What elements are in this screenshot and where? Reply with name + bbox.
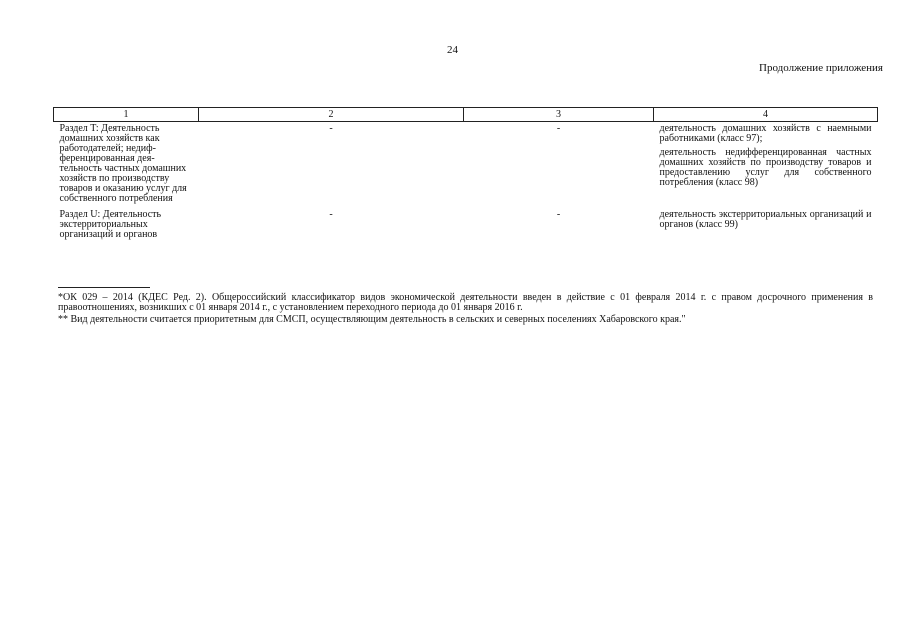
description-cell: [654, 208, 878, 244]
dash-cell: -: [329, 209, 333, 220]
description-item: деятельность домашних хозяйств с наемными работниками (класс 97);: [659, 123, 872, 144]
dash-cell: -: [556, 123, 561, 134]
section-cell: Раздел U: Деятельность экстерриториальных организаций и органов: [59, 209, 162, 240]
footnote-divider: [58, 287, 150, 288]
description-cell: [654, 122, 878, 209]
continuation-label: Продолжение приложения: [759, 62, 883, 74]
description-item: деятельность недифференцированная частных домашних хозяйств по производству товаров и предоставлению услуг для собственного потребления (класс 98): [659, 147, 872, 188]
footnotes: [58, 293, 873, 327]
footnote: *ОК 029 – 2014 (КДЕС Ред. 2). Общероссийский классификатор видов экономической деятельности введен в действие с 01 февраля 2014 г. с правом досрочного применения в правоотношениях, возникших с 01 января 2014 г., с установлением переходного периода до 01 января 2016 г.: [58, 292, 873, 313]
page-number: 24: [447, 44, 458, 56]
column-header: 1: [54, 108, 199, 122]
footnote: ** Вид деятельности считается приоритетным для СМСП, осуществляющим деятельность в сельских и северных поселениях Хабаровского края.": [58, 314, 686, 325]
column-header: 2: [199, 108, 464, 122]
table-row: [54, 122, 878, 209]
dash-cell: -: [329, 123, 333, 134]
description-item: деятельность экстерриториальных организаций и органов (класс 99): [659, 209, 872, 230]
appendix-table: [53, 107, 878, 244]
table-row: [54, 208, 878, 244]
section-cell: Раздел T: Деятельность домашних хозяйств как работодателей; недифференцированная деятельность частных домашних хозяйств по производству товаров и оказанию услуг для собственного потребления: [59, 123, 187, 204]
dash-cell: -: [556, 209, 561, 220]
table-header-row: [54, 108, 878, 122]
column-header: 4: [654, 108, 878, 122]
column-header: 3: [464, 108, 654, 122]
